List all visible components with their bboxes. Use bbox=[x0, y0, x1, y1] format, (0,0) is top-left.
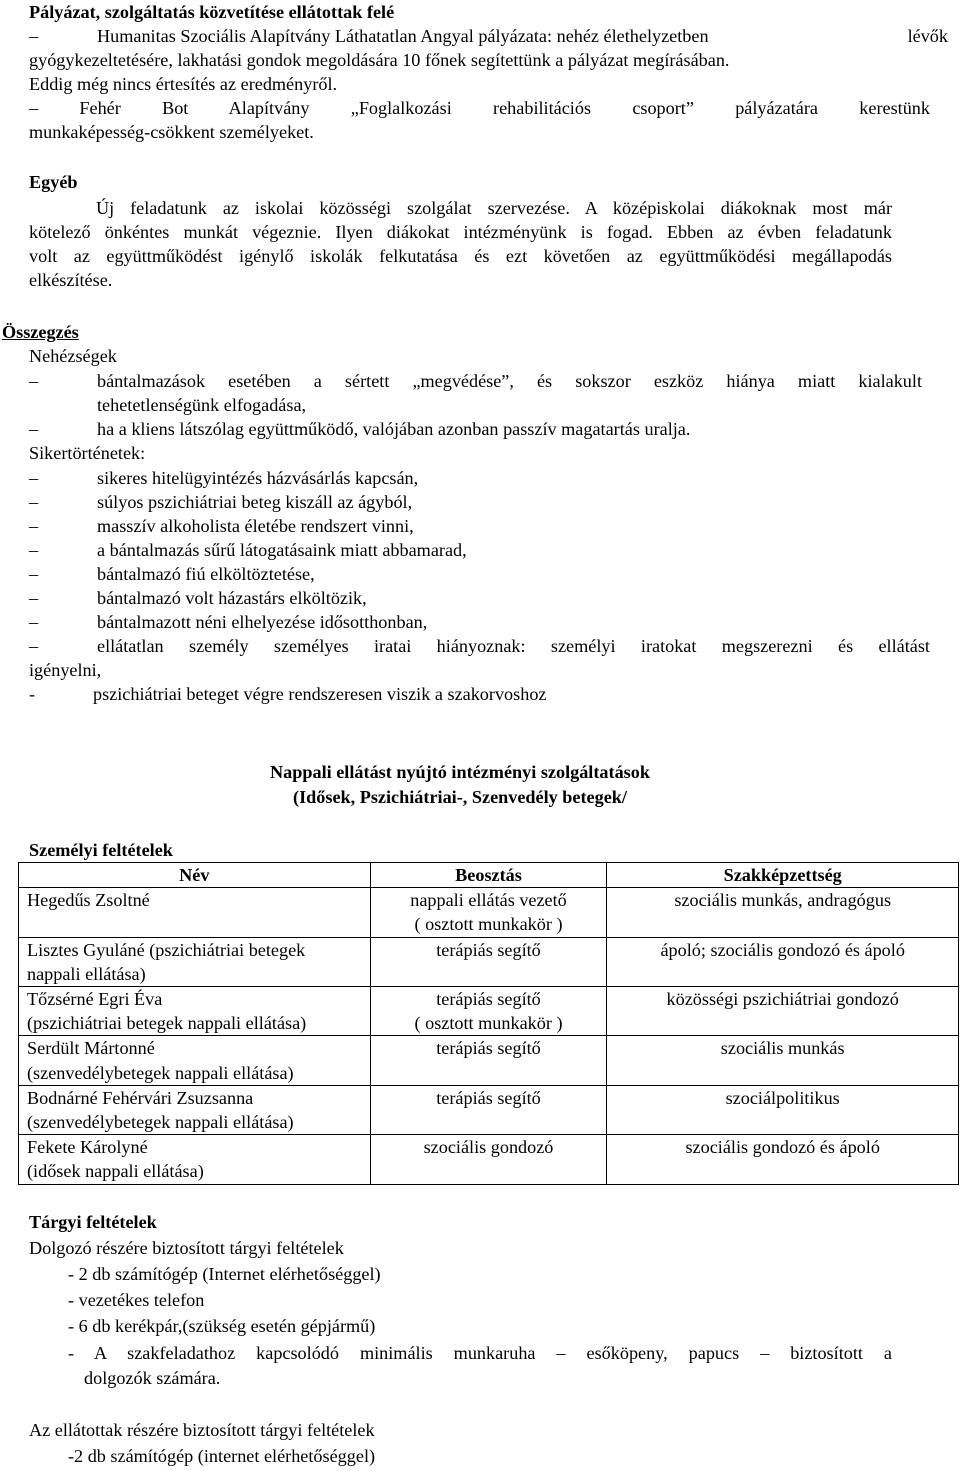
position-line: nappali ellátás vezető bbox=[410, 890, 567, 911]
section-heading-osszegzes: Összegzés bbox=[2, 322, 79, 342]
dash-marker: – bbox=[29, 564, 39, 584]
item-text: bántalmazások esetében a sértett „megvédése”, és sokszor eszköz hiánya miatt kialakult bbox=[97, 371, 922, 391]
table-row bbox=[19, 937, 959, 986]
item-text: Humanitas Szociális Alapítvány Láthatatlan Angyal pályázata: nehéz élethelyzetben bbox=[97, 26, 709, 46]
item-text-continued: igényelni, bbox=[29, 660, 102, 680]
section-heading-egyeb: Egyéb bbox=[29, 172, 78, 192]
name-line: Hegedűs Zsoltné bbox=[27, 890, 150, 911]
dash-marker: – bbox=[29, 516, 39, 536]
name-line: Tőzsérné Egri Éva bbox=[27, 989, 163, 1010]
section-title-line2: (Idősek, Pszichiátriai-, Szenvedély betegek/ bbox=[293, 787, 627, 807]
name-line: Fekete Károlyné bbox=[27, 1137, 148, 1158]
cell-qualification: ápoló; szociális gondozó és ápoló bbox=[607, 937, 959, 986]
cell-qualification: szociálpolitikus bbox=[607, 1085, 959, 1134]
item-text: ha a kliens látszólag együttműködő, valójában azonban passzív magatartás uralja. bbox=[97, 419, 691, 439]
table-header-row bbox=[19, 863, 959, 888]
name-line: (idősek nappali ellátása) bbox=[27, 1161, 204, 1182]
cell-position bbox=[370, 1085, 607, 1134]
name-line: Bodnárné Fehérvári Zsuzsanna bbox=[27, 1087, 254, 1108]
list-item bbox=[29, 562, 892, 586]
subheading-nehezsegek: Nehézségek bbox=[29, 346, 117, 366]
list-item bbox=[29, 586, 892, 610]
section-heading-targyi: Tárgyi feltételek bbox=[29, 1212, 157, 1232]
dash-marker: – bbox=[29, 636, 39, 656]
dash-marker: – bbox=[29, 371, 39, 391]
table-row bbox=[19, 1135, 959, 1184]
colon: : bbox=[140, 443, 146, 463]
cell-qualification: szociális munkás bbox=[607, 1036, 959, 1085]
item-text-end: lévők bbox=[907, 26, 948, 46]
list-item bbox=[29, 682, 892, 706]
item-text: bántalmazó volt házastárs elköltözik, bbox=[97, 588, 367, 608]
dash-marker: – bbox=[29, 540, 39, 560]
cell-qualification: szociális gondozó és ápoló bbox=[607, 1135, 959, 1184]
cell-name bbox=[19, 1085, 371, 1134]
position-line: terápiás segítő bbox=[436, 1038, 541, 1059]
item-text-continued: munkaképesség-csökkent személyeket. bbox=[29, 122, 314, 142]
section-heading-szemelyi: Személyi feltételek bbox=[29, 840, 173, 860]
list-item: - 2 db számítógép (Internet elérhetőséggel) bbox=[68, 1264, 381, 1284]
table-row bbox=[19, 987, 959, 1036]
paragraph-line: Új feladatunk az iskolai közösségi szolgálat szervezése. A középiskolai diákoknak most már bbox=[96, 198, 892, 218]
staff-table bbox=[18, 862, 959, 1185]
name-line: (szenvedélybetegek nappali ellátása) bbox=[27, 1062, 294, 1083]
cell-position bbox=[370, 1135, 607, 1184]
item-text: pszichiátriai beteget végre rendszeresen viszik a szakorvoshoz bbox=[93, 684, 547, 704]
name-line: Lisztes Gyuláné (pszichiátriai betegek bbox=[27, 939, 306, 960]
list-item bbox=[29, 417, 892, 441]
cell-qualification: szociális munkás, andragógus bbox=[607, 888, 959, 937]
list-item-humanitas bbox=[29, 24, 948, 48]
hyphen-marker: - bbox=[29, 684, 36, 704]
cell-qualification: közösségi pszichiátriai gondozó bbox=[607, 987, 959, 1036]
list-item: - vezetékes telefon bbox=[68, 1290, 205, 1310]
dash-marker: – bbox=[29, 492, 39, 512]
cell-position bbox=[370, 1036, 607, 1085]
dash-marker: – bbox=[29, 468, 39, 488]
item-text: ellátatlan személy személyes iratai hiányoznak: személyi iratokat megszerezni és ellátást bbox=[97, 636, 930, 656]
position-line: szociális gondozó bbox=[423, 1137, 554, 1158]
list-item: -2 db számítógép (internet elérhetőséggel) bbox=[68, 1446, 376, 1466]
cell-name bbox=[19, 937, 371, 986]
cell-name bbox=[19, 888, 371, 937]
cell-name bbox=[19, 1036, 371, 1085]
subheading-text: Sikertörténetek bbox=[29, 443, 141, 463]
item-text: sikeres hitelügyintézés házvásárlás kapcsán, bbox=[97, 468, 419, 488]
list-item bbox=[29, 466, 892, 490]
list-item bbox=[29, 369, 922, 393]
name-line: nappali ellátása) bbox=[27, 963, 146, 984]
column-header-qualification: Szakképzettség bbox=[607, 863, 959, 888]
cell-position bbox=[370, 987, 607, 1036]
list-item bbox=[29, 514, 892, 538]
position-line: ( osztott munkakör ) bbox=[414, 1013, 563, 1034]
list-item bbox=[29, 490, 892, 514]
paragraph-line: kötelező önkéntes munkát végeznie. Ilyen diákokat intézményünk is fogad. Ebben az évben feladatunk bbox=[29, 222, 892, 242]
cell-name bbox=[19, 1135, 371, 1184]
list-item bbox=[29, 634, 930, 658]
column-header-position: Beosztás bbox=[370, 863, 607, 888]
item-text: a bántalmazás sűrű látogatásaink miatt abbamarad, bbox=[97, 540, 467, 560]
list-item-feher-bot: – Fehér Bot Alapítvány „Foglalkozási rehabilitációs csoport” pályázatára kerestünk bbox=[29, 98, 930, 118]
column-header-name: Név bbox=[19, 863, 371, 888]
dash-marker: – bbox=[29, 26, 39, 46]
dash-marker: – bbox=[29, 612, 39, 632]
list-item: - A szakfeladathoz kapcsolódó minimális munkaruha – esőköpeny, papucs – biztosított a bbox=[68, 1343, 892, 1363]
section-heading-palyazat: Pályázat, szolgáltatás közvetítése ellátottak felé bbox=[29, 2, 395, 22]
cell-position bbox=[370, 937, 607, 986]
section-title-line1: Nappali ellátást nyújtó intézményi szolgáltatások bbox=[270, 762, 650, 782]
item-text-continued: Eddig még nincs értesítés az eredményről. bbox=[29, 74, 338, 94]
list-item: - 6 db kerékpár,(szükség esetén gépjármű) bbox=[68, 1316, 376, 1336]
subheading-dolgozo: Dolgozó részére biztosított tárgyi feltételek bbox=[29, 1238, 344, 1258]
position-line: terápiás segítő bbox=[436, 1087, 541, 1108]
dash-marker: – bbox=[29, 588, 39, 608]
cell-name bbox=[19, 987, 371, 1036]
name-line: (szenvedélybetegek nappali ellátása) bbox=[27, 1112, 294, 1133]
item-text-continued: gyógykezeltetésére, lakhatási gondok megoldására 10 főnek segítettünk a pályázat megírásában. bbox=[29, 50, 730, 70]
item-text-continued: tehetetlenségünk elfogadása, bbox=[97, 395, 307, 415]
item-text: masszív alkoholista életébe rendszert vinni, bbox=[97, 516, 414, 536]
position-line: terápiás segítő bbox=[436, 989, 541, 1010]
subheading-sikertortenetek bbox=[29, 441, 892, 465]
dash-marker: – bbox=[29, 419, 39, 439]
list-item bbox=[29, 538, 892, 562]
table-row bbox=[19, 888, 959, 937]
item-text: bántalmazó fiú elköltöztetése, bbox=[97, 564, 315, 584]
cell-position bbox=[370, 888, 607, 937]
paragraph-line: elkészítése. bbox=[29, 270, 113, 290]
item-text: bántalmazott néni elhelyezése idősotthonban, bbox=[97, 612, 428, 632]
name-line: (pszichiátriai betegek nappali ellátása) bbox=[27, 1013, 307, 1034]
list-item bbox=[29, 610, 892, 634]
item-text-continued: dolgozók számára. bbox=[84, 1368, 221, 1388]
position-line: ( osztott munkakör ) bbox=[414, 914, 563, 935]
name-line: Serdült Mártonné bbox=[27, 1038, 155, 1059]
table-row bbox=[19, 1036, 959, 1085]
table-row bbox=[19, 1085, 959, 1134]
item-text: súlyos pszichiátriai beteg kiszáll az ágyból, bbox=[97, 492, 413, 512]
subheading-ellatott: Az ellátottak részére biztosított tárgyi feltételek bbox=[29, 1420, 375, 1440]
paragraph-line: volt az együttműködést igénylő iskolák felkutatása és ezt követően az együttműködési megállapodás bbox=[29, 246, 892, 266]
position-line: terápiás segítő bbox=[436, 939, 541, 960]
